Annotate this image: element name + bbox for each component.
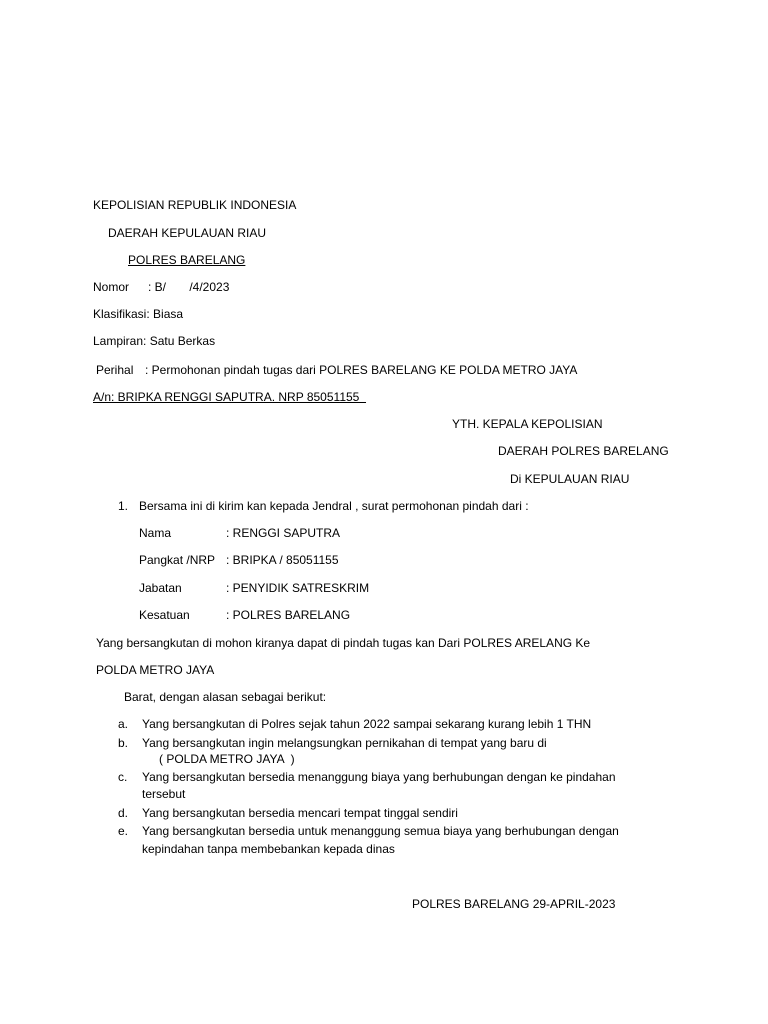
lampiran: Lampiran: Satu Berkas bbox=[93, 334, 216, 348]
reason-marker: a. bbox=[118, 717, 129, 731]
paragraph-destination: POLDA METRO JAYA bbox=[96, 663, 215, 677]
recipient-line-2: DAERAH POLRES BARELANG bbox=[498, 444, 669, 458]
reason-text: Yang bersangkutan di Polres sejak tahun 2022 sampai sekarang kurang lebih 1 THN bbox=[142, 717, 592, 731]
field-label-nama: Nama bbox=[139, 526, 172, 540]
header-line-unit: POLRES BARELANG bbox=[128, 253, 246, 267]
item-text: Bersama ini di kirim kan kepada Jendral , surat permohonan pindah dari : bbox=[139, 499, 529, 513]
paragraph-request: Yang bersangkutan di mohon kiranya dapat di pindah tugas kan Dari POLRES ARELANG Ke bbox=[96, 636, 591, 650]
item-number: 1. bbox=[118, 499, 129, 513]
place-date: POLRES BARELANG 29-APRIL-2023 bbox=[412, 897, 616, 911]
header-line-region: DAERAH KEPULAUAN RIAU bbox=[108, 226, 267, 240]
field-value-jabatan: : PENYIDIK SATRESKRIM bbox=[226, 581, 370, 595]
reason-text: Yang bersangkutan bersedia mencari tempat tinggal sendiri bbox=[142, 806, 458, 820]
perihal-label: Perihal bbox=[96, 363, 134, 377]
klasifikasi: Klasifikasi: Biasa bbox=[93, 307, 184, 321]
reason-text: Yang bersangkutan bersedia untuk menanggung semua biaya yang berhubungan dengan bbox=[142, 824, 619, 838]
reason-marker: c. bbox=[118, 770, 128, 784]
field-label-kesatuan: Kesatuan bbox=[139, 608, 190, 622]
field-value-kesatuan: : POLRES BARELANG bbox=[226, 608, 351, 622]
attention-line: A/n: BRIPKA RENGGI SAPUTRA. NRP 85051155 bbox=[93, 390, 367, 404]
nomor-label: Nomor bbox=[93, 280, 130, 294]
reason-text-continued: tersebut bbox=[142, 787, 186, 801]
field-value-nama: : RENGGI SAPUTRA bbox=[226, 526, 341, 540]
header-line-institution: KEPOLISIAN REPUBLIK INDONESIA bbox=[93, 198, 297, 212]
reason-marker: d. bbox=[118, 806, 129, 820]
field-value-pangkat: : BRIPKA / 85051155 bbox=[226, 553, 339, 567]
reason-text-continued: ( POLDA METRO JAYA ) bbox=[159, 752, 295, 766]
recipient-line-3: Di KEPULAUAN RIAU bbox=[510, 472, 630, 486]
recipient-line-1: YTH. KEPALA KEPOLISIAN bbox=[452, 417, 603, 431]
perihal-value: : Permohonan pindah tugas dari POLRES BARELANG KE POLDA METRO JAYA bbox=[145, 363, 578, 377]
reason-text-continued: kepindahan tanpa membebankan kepada dinas bbox=[142, 842, 395, 856]
nomor-value: : B/ /4/2023 bbox=[148, 280, 230, 294]
field-label-pangkat: Pangkat /NRP bbox=[139, 553, 216, 567]
field-label-jabatan: Jabatan bbox=[139, 581, 182, 595]
reason-text: Yang bersangkutan ingin melangsungkan pernikahan di tempat yang baru di bbox=[142, 736, 547, 750]
reason-marker: b. bbox=[118, 736, 129, 750]
reason-text: Yang bersangkutan bersedia menanggung biaya yang berhubungan dengan ke pindahan bbox=[142, 770, 616, 784]
reason-marker: e. bbox=[118, 824, 129, 838]
paragraph-reasons-intro: Barat, dengan alasan sebagai berikut: bbox=[124, 690, 327, 704]
